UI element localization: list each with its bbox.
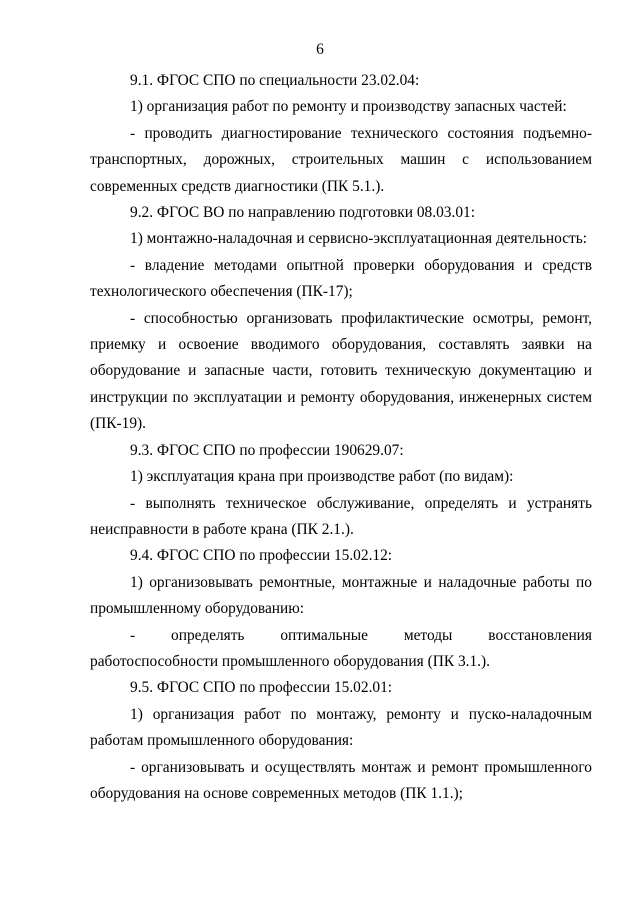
competency-item: - проводить диагностирование технического состояния подъемно-транспортных, дорожных, строительных машин с использованием современных средств диагностики (ПК 5.1.). <box>90 124 592 195</box>
section-heading-9-5: 9.5. ФГОС СПО по профессии 15.02.01: <box>130 679 393 697</box>
competency-item: - способностью организовать профилактические осмотры, ремонт, приемку и освоение вводимого оборудования, составлять заявки на оборудование и запасные части, готовить техническую документацию и инструкции по эксплуатации и ремонту оборудования, инженерных систем (ПК-19). <box>90 309 592 433</box>
section-heading-9-2: 9.2. ФГОС ВО по направлению подготовки 08.03.01: <box>130 204 475 222</box>
document-body <box>90 68 592 807</box>
section-heading-9-3: 9.3. ФГОС СПО по профессии 190629.07: <box>130 441 404 459</box>
activity-item: 1) монтажно-наладочная и сервисно-эксплуатационная деятельность: <box>130 230 588 248</box>
page-number: 6 <box>316 41 324 58</box>
activity-item: 1) организация работ по ремонту и производству запасных частей: <box>130 98 567 116</box>
activity-item: 1) эксплуатация крана при производстве работ (по видам): <box>130 468 514 486</box>
section-heading-9-1: 9.1. ФГОС СПО по специальности 23.02.04: <box>130 72 420 89</box>
competency-item: - определять оптимальные методы восстановления работоспособности промышленного оборудования (ПК 3.1.). <box>90 626 592 670</box>
competency-item: - организовывать и осуществлять монтаж и ремонт промышленного оборудования на основе современных методов (ПК 1.1.); <box>90 758 592 802</box>
competency-item: - выполнять техническое обслуживание, определять и устранять неисправности в работе крана (ПК 2.1.). <box>90 494 592 538</box>
section-heading-9-4: 9.4. ФГОС СПО по профессии 15.02.12: <box>130 547 393 565</box>
competency-item: - владение методами опытной проверки оборудования и средств технологического обеспечения (ПК-17); <box>90 256 592 301</box>
activity-item: 1) организация работ по монтажу, ремонту и пуско-наладочным работам промышленного оборудования: <box>90 705 592 750</box>
activity-item: 1) организовывать ремонтные, монтажные и наладочные работы по промышленному оборудованию: <box>90 573 592 618</box>
